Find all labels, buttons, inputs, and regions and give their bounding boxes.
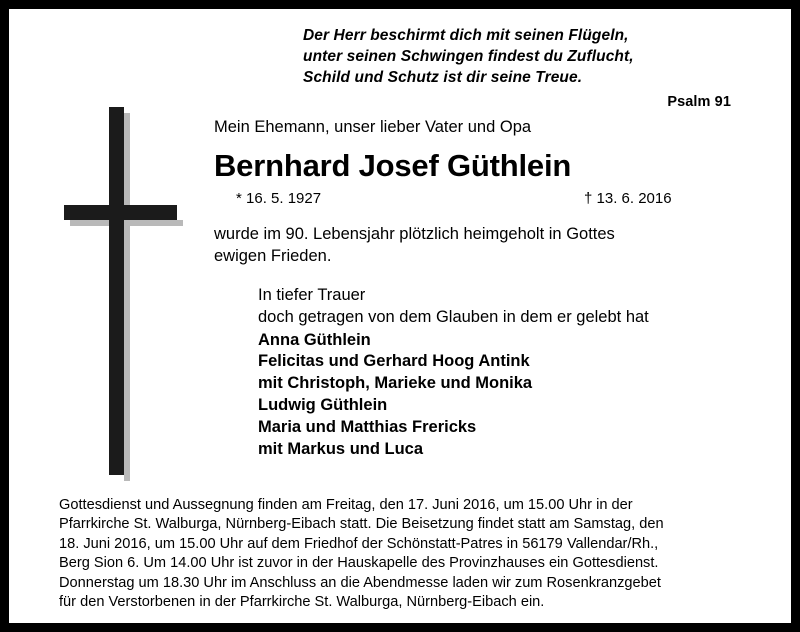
passing-statement: [214, 224, 774, 268]
mourner-name: Felicitas und Gerhard Hoog Antink: [258, 352, 530, 371]
cross-icon: [57, 107, 187, 487]
intro-line: Mein Ehemann, unser lieber Vater und Opa: [214, 118, 532, 136]
psalm-line-1: Der Herr beschirmt dich mit seinen Flügeln,: [303, 27, 629, 44]
passing-statement-line-1: wurde im 90. Lebensjahr plötzlich heimgeholt in Gottes: [214, 225, 615, 244]
notice-inner: [9, 9, 791, 623]
service-details: [59, 496, 761, 612]
psalm-line-3: Schild und Schutz ist dir seine Treue.: [303, 69, 583, 87]
cross-vertical-shadow: [124, 113, 130, 481]
psalm-reference: Psalm 91: [667, 94, 731, 111]
cross-vertical-bar: [109, 107, 124, 475]
deceased-name: Bernhard Josef Güthlein: [214, 148, 572, 184]
service-details-line: Donnerstag um 18.30 Uhr im Anschluss an die Abendmesse laden wir zum Rosenkranzgebet: [59, 574, 661, 591]
service-details-line: Berg Sion 6. Um 14.00 Uhr ist zuvor in der Hauskapelle des Provinzhauses ein Gottesdienst.: [59, 555, 659, 572]
psalm-line-2: unter seinen Schwingen findest du Zuflucht,: [303, 48, 634, 66]
mourners-block: [258, 284, 774, 461]
birth-date: * 16. 5. 1927: [236, 190, 322, 208]
main-text-column: [214, 117, 774, 461]
service-details-line: Gottesdienst und Aussegnung finden am Freitag, den 17. Juni 2016, um 15.00 Uhr in der: [59, 497, 633, 513]
death-date: † 13. 6. 2016: [584, 190, 672, 208]
psalm-quote: [303, 25, 743, 113]
life-dates: [214, 190, 774, 214]
mourner-name: Ludwig Güthlein: [258, 396, 388, 415]
mourner-name: Maria und Matthias Frericks: [258, 418, 477, 437]
service-details-line: Pfarrkirche St. Walburga, Nürnberg-Eibach statt. Die Beisetzung findet statt am Samstag, den: [59, 516, 664, 533]
passing-statement-line-2: ewigen Frieden.: [214, 247, 332, 266]
mourning-subheader: doch getragen von dem Glauben in dem er gelebt hat: [258, 308, 649, 327]
cross-horizontal-bar: [64, 205, 177, 220]
mourner-name: mit Markus und Luca: [258, 440, 424, 459]
service-details-line: für den Verstorbenen in der Pfarrkirche St. Walburga, Nürnberg-Eibach ein.: [59, 594, 545, 611]
mourner-name: mit Christoph, Marieke und Monika: [258, 374, 533, 393]
mourning-header: In tiefer Trauer: [258, 285, 366, 304]
mourner-name: Anna Güthlein: [258, 330, 371, 349]
service-details-line: 18. Juni 2016, um 15.00 Uhr auf dem Friedhof der Schönstatt-Patres in 56179 Vallendar/Rh.,: [59, 535, 659, 552]
